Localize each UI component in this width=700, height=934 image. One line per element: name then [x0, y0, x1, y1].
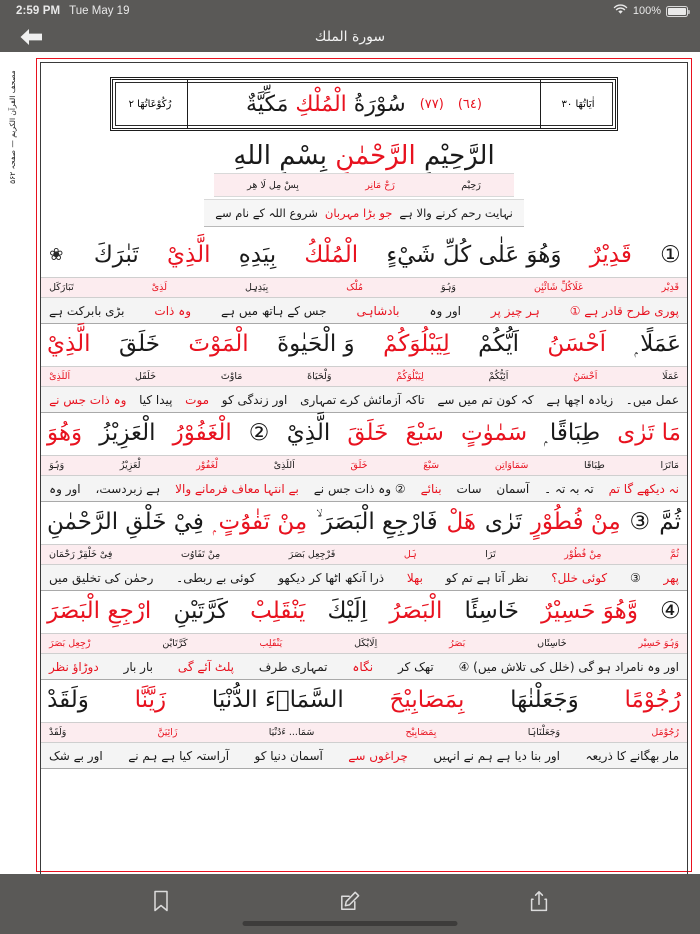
transliteration-word: خَلَقَ	[350, 460, 368, 471]
arabic-word: ②	[248, 420, 270, 446]
arabic-word: ①	[660, 242, 681, 268]
bookmark-icon	[153, 890, 169, 912]
translation-word: اور وہ نامراد ہو گی (خلل کی تلاش میں) ④	[458, 659, 679, 674]
arabic-word: الَّذِيْ	[47, 331, 91, 357]
translation-word: بار بار	[123, 659, 153, 674]
transliteration-word: مَاتَرَا	[660, 460, 679, 471]
arabic-word: وَّهُوَ حَسِيْرٌ	[541, 598, 638, 624]
verse-translation-row[interactable]	[41, 743, 687, 768]
arabic-word: تَرٰى	[484, 509, 522, 535]
translation-word: تمہاری طرف	[258, 659, 328, 674]
translation-word: نہایت رحم کرنے والا ہے	[399, 206, 513, 220]
translation-word: عمل میں۔	[625, 392, 679, 407]
translation-word: دوڑاؤ نظر	[49, 659, 99, 674]
note-button[interactable]	[333, 886, 367, 916]
share-button[interactable]	[522, 886, 556, 916]
verse-translation-row[interactable]	[41, 387, 687, 412]
home-indicator[interactable]	[243, 921, 458, 926]
translation-word: اور زندگی کو	[221, 392, 288, 407]
verse-block	[41, 235, 687, 324]
arabic-word: سَمٰوٰتٍ	[460, 420, 528, 446]
arabic-word: لِيَبْلُوَكُمْ	[383, 331, 450, 357]
translation-word: تھک کر	[397, 659, 434, 674]
arabic-word: اَيُّكُمْ	[478, 331, 519, 357]
translation-word: ذرا آنکھ اٹھا کر دیکھو	[278, 570, 385, 585]
translit-word: رَحِیْم	[461, 179, 481, 191]
translation-word: اور بے شک	[49, 748, 103, 763]
edit-note-icon	[339, 890, 361, 912]
transliteration-word: فَرْجِعِل بَصَرَ	[288, 549, 336, 560]
bookmark-button[interactable]	[144, 886, 178, 916]
transliteration-word: مِنْ تَفَاوُت	[180, 549, 221, 560]
translation-word: پھر	[663, 570, 679, 585]
banner-verse-count: (٧٧)	[419, 96, 444, 112]
translation-word: جو بڑا مہربان	[324, 206, 393, 220]
verse-translation-row[interactable]	[41, 476, 687, 501]
translation-word: بادشاہی	[356, 303, 400, 318]
arabic-word: ③	[629, 509, 651, 535]
arabic-word: سَبْعَ	[405, 420, 444, 446]
page-title: سورة الملك	[314, 29, 386, 45]
transliteration-word: وَہُوَ	[440, 282, 456, 293]
arabic-word: وَهُوَ	[47, 420, 83, 446]
translation-word: وہ ذات	[154, 303, 192, 318]
arabic-word: ④	[660, 598, 681, 624]
banner-surah-name: سُوْرَةُ الْمُلْكِ مَكِّيَّةٌ	[246, 91, 406, 117]
transliteration-word: بَصَرُ	[449, 638, 466, 649]
status-bar-left	[16, 5, 129, 17]
translation-word: زیادہ اچھا ہے	[546, 392, 614, 407]
arabic-word: هَلْ	[446, 509, 476, 535]
transliteration-word: ثُمَّ	[670, 549, 679, 560]
translation-word: کوئی خلل؟	[551, 570, 608, 585]
transliteration-word: زَائِیَنَّ	[157, 727, 178, 738]
arabic-word: ارْجِعِ الْبَصَرَ	[47, 598, 152, 624]
verse-block	[41, 591, 687, 680]
verse-transliteration-row[interactable]	[41, 722, 687, 743]
arabic-word: خَلَقَ	[347, 420, 389, 446]
arabic-word: وَ الْحَيٰوةَ	[277, 331, 355, 357]
arabic-word: وَجَعَلْنٰهَا	[510, 687, 579, 713]
transliteration-word: وَجَعَلْنَاہَا	[527, 727, 561, 738]
verse-transliteration-row[interactable]	[41, 633, 687, 654]
translation-word: چراغوں سے	[348, 748, 408, 763]
bottom-toolbar	[0, 874, 700, 934]
verse-arabic-row[interactable]	[41, 324, 687, 366]
translation-word: کوئی بے ربطی۔	[176, 570, 256, 585]
translation-word: پوری طرح قادر ہے ①	[569, 303, 679, 318]
translation-word: تاکہ آزمائش کرے تمہاری	[300, 392, 425, 407]
transliteration-word: مَاوْتَ	[220, 371, 243, 382]
transliteration-word: سَمَا... ءَدُنْیَا	[268, 727, 315, 738]
arabic-word: الْمَوْتَ	[188, 331, 249, 357]
transliteration-word: وَلْحَیَاةَ	[307, 371, 332, 382]
arabic-word: الْعَزِيْزُ	[99, 420, 156, 446]
arabic-word: يَنْقَلِبْ	[250, 598, 306, 624]
transliteration-word: وَہُوَ حَسِیْر	[638, 638, 679, 649]
arabic-word: وَلَقَدْ	[47, 687, 89, 713]
translation-word: اور وہ	[429, 303, 462, 318]
status-bar-right	[613, 4, 688, 18]
surah-banner-wrap	[41, 77, 687, 131]
verse-transliteration-row[interactable]	[41, 455, 687, 476]
verse-transliteration-row[interactable]	[41, 277, 687, 298]
verse-arabic-row[interactable]	[41, 413, 687, 455]
verse-arabic-row[interactable]	[41, 591, 687, 633]
transliteration-word: وَہُوَ	[49, 460, 65, 471]
translation-word: آراستہ کیا ہے ہم نے	[128, 748, 230, 763]
transliteration-word: وَلَقَدْ	[49, 727, 67, 738]
translation-word: بے انتہا معاف فرمانے والا	[175, 481, 299, 496]
verse-block	[41, 413, 687, 502]
arabic-word: الْبَصَرُ	[389, 598, 443, 624]
transliteration-word: لِیَبْلُوَکُمْ	[396, 371, 424, 382]
arabic-word: زَيَّنَّا	[134, 687, 167, 713]
translation-word: بھلا	[406, 570, 423, 585]
translation-word: وہ ذات جس نے	[49, 392, 127, 407]
verse-translation-row[interactable]	[41, 298, 687, 323]
transliteration-word: اِلَایْکَل	[354, 638, 378, 649]
transliteration-word: ہَل	[403, 549, 417, 560]
wifi-icon	[613, 4, 628, 18]
transliteration-word: کَرَّتَایْن	[162, 638, 188, 649]
arabic-word: بِيَدِهِ	[238, 242, 277, 268]
banner-center	[188, 80, 540, 128]
arabic-word: رُجُوْمًا	[624, 687, 681, 713]
verse-block	[41, 502, 687, 591]
translation-word: پلٹ آئے گی	[177, 659, 235, 674]
transliteration-word: یَنْقَلِب	[259, 638, 283, 649]
verse-translation-row[interactable]	[41, 654, 687, 679]
arabic-word: الَّذِيْ	[286, 420, 331, 446]
page-content	[41, 63, 687, 874]
translation-word: شروع اللہ کے نام سے	[215, 206, 318, 220]
arabic-word: مِنْ فُطُوْرٍ	[530, 509, 621, 535]
translation-word: ② وہ ذات جس نے	[313, 481, 406, 496]
transliteration-word: بِیَدِہِل	[245, 282, 269, 293]
battery-percent: 100%	[632, 5, 661, 17]
arabic-word: قَدِيْرٌ	[589, 242, 632, 268]
verse-arabic-row[interactable]	[41, 502, 687, 544]
arabic-word: بِمَصَابِيْحَ	[389, 687, 465, 713]
banner-rukus-box: رُكُوْعَاتُهَا ٢	[113, 80, 188, 128]
banner-ayat-box: اٰیَاتُهَا ٣٠	[540, 80, 615, 128]
translation-word: پیدا کیا	[139, 392, 173, 407]
arabic-word: كَرَّتَيْنِ	[173, 598, 228, 624]
share-icon	[530, 890, 548, 912]
arabic-word: السَّمَاۗءَ الدُّنْيَا	[211, 687, 344, 713]
translation-word: مار بھگانے کا ذریعہ	[585, 748, 679, 763]
arabic-word: الْمُلْكُ	[304, 242, 359, 268]
bismillah-block	[41, 141, 687, 227]
translation-word: نگاہ	[352, 659, 374, 674]
translation-word: کہ کون تم میں سے	[437, 392, 534, 407]
translit-word: رَحْ مَانِر	[365, 179, 395, 191]
back-button[interactable]	[10, 22, 52, 52]
arabic-word: تَبٰرَكَ	[93, 242, 139, 268]
translit-word: بِسْ مِل لَا هِر	[247, 179, 299, 191]
arabic-word: خَاسِئًا	[464, 598, 519, 624]
status-bar	[0, 0, 700, 22]
verse-block	[41, 680, 687, 769]
arabic-word: فِيْ خَلْقِ الرَّحْمٰنِ	[47, 509, 204, 535]
translation-word: رحمٰن کی تخلیق میں	[49, 570, 154, 585]
bismillah-translation	[204, 199, 524, 227]
status-date: Tue May 19	[69, 5, 130, 17]
transliteration-word: رْجِعِل بَصَرَ	[49, 638, 91, 649]
arabic-word: عَمَلًا ۭ	[634, 331, 681, 357]
translation-word: آسمان دنیا کو	[254, 748, 323, 763]
bismillah-transliteration	[214, 173, 514, 197]
verse-translation-row[interactable]	[41, 565, 687, 590]
transliteration-word: اَئِیُّکُمْ	[488, 371, 509, 382]
arabic-word: الَّذِيْ	[167, 242, 211, 268]
verse-arabic-row[interactable]	[41, 235, 687, 277]
nav-bar	[0, 22, 700, 52]
arabic-word: طِبَاقًا ۭ	[544, 420, 601, 446]
back-arrow-icon	[18, 27, 44, 47]
transliteration-word: مِنْ فُطُوْر	[564, 549, 602, 560]
verse-transliteration-row[interactable]	[41, 544, 687, 565]
margin-note: مصحف القرآن الكريم — صفحہ ۵۶۲	[8, 70, 17, 184]
translation-word: نظر آتا ہے تم کو	[445, 570, 529, 585]
transliteration-word: لْعَزِیْزُ	[119, 460, 141, 471]
battery-full-icon	[666, 6, 688, 17]
transliteration-word: لَذِیْ	[151, 282, 168, 293]
translation-word: بنائے	[420, 481, 442, 496]
verse-block	[41, 324, 687, 413]
verse-transliteration-row[interactable]	[41, 366, 687, 387]
transliteration-word: عَمَلَا	[662, 371, 679, 382]
transliteration-word: بِمَصَابِیْح	[405, 727, 437, 738]
transliteration-word: مُلْک	[346, 282, 363, 293]
arabic-word: مِنْ تَفٰوُتٍ ۭ	[212, 509, 308, 535]
arabic-word: الْغَفُوْرُ	[172, 420, 232, 446]
translation-word: نہ دیکھے گا تم	[608, 481, 679, 496]
translation-word: بڑی بابرکت ہے	[49, 303, 125, 318]
translation-word: ہر چیز پر	[490, 303, 540, 318]
verse-list	[41, 235, 687, 769]
transliteration-word: عَلَاکُلِّ شَائْیِٔن	[533, 282, 584, 293]
surah-banner	[110, 77, 618, 131]
translation-word: آسمان	[496, 481, 530, 496]
arabic-word: خَلَقَ	[118, 331, 160, 357]
transliteration-word: اَللَذِیْ	[273, 460, 295, 471]
arabic-word: وَهُوَ عَلٰى كُلِّ شَيْءٍ	[386, 242, 562, 268]
arabic-word: اَحْسَنُ	[547, 331, 607, 357]
transliteration-word: خَلَقَل	[134, 371, 157, 382]
transliteration-word: اَللَذِیْ	[49, 371, 71, 382]
arabic-word: ثُمَّ	[659, 509, 681, 535]
translation-word: ③	[629, 570, 641, 585]
translation-word: ہے زبردست،	[95, 481, 161, 496]
arabic-word: فَارْجِعِ الْبَصَرَ ۙ	[316, 509, 438, 535]
transliteration-word: اَحْسَنُ	[573, 371, 598, 382]
floral-ornament-icon: ❀	[49, 244, 64, 265]
transliteration-word: رُجُوْمَل	[651, 727, 679, 738]
bismillah-arabic: الرَّحِيْمِ الرَّحْمٰنِ بِسْمِ اللهِ	[233, 141, 495, 171]
translation-word: موت	[185, 392, 210, 407]
transliteration-word: سَمَاوَاتِن	[494, 460, 529, 471]
translation-word: اور وہ	[49, 481, 81, 496]
status-time: 2:59 PM	[16, 5, 61, 17]
translation-word: سات	[456, 481, 482, 496]
quran-page	[0, 52, 700, 874]
translation-word: تہ بہ تہ ۔	[544, 481, 594, 496]
translation-word: اور بنا دیا ہے ہم نے انہیں	[433, 748, 561, 763]
transliteration-word: طِبَاقَا	[584, 460, 605, 471]
transliteration-word: سَبْعَ	[423, 460, 440, 471]
transliteration-word: فِیْ خَلْقِرْ رَحْمَان	[49, 549, 113, 560]
arabic-word: مَا تَرٰى	[617, 420, 681, 446]
banner-surah-number: (٦٤)	[457, 96, 482, 112]
transliteration-word: خَاسِئَاں	[537, 638, 567, 649]
transliteration-word: تَرَا	[485, 549, 496, 560]
arabic-word: اِلَيْكَ	[327, 598, 368, 624]
transliteration-word: تَبَارَكَل	[49, 282, 74, 293]
verse-arabic-row[interactable]	[41, 680, 687, 722]
transliteration-word: قَدِیْر	[661, 282, 679, 293]
transliteration-word: لْغَفُوْر	[196, 460, 218, 471]
translation-word: جس کے ہاتھ میں ہے	[220, 303, 327, 318]
